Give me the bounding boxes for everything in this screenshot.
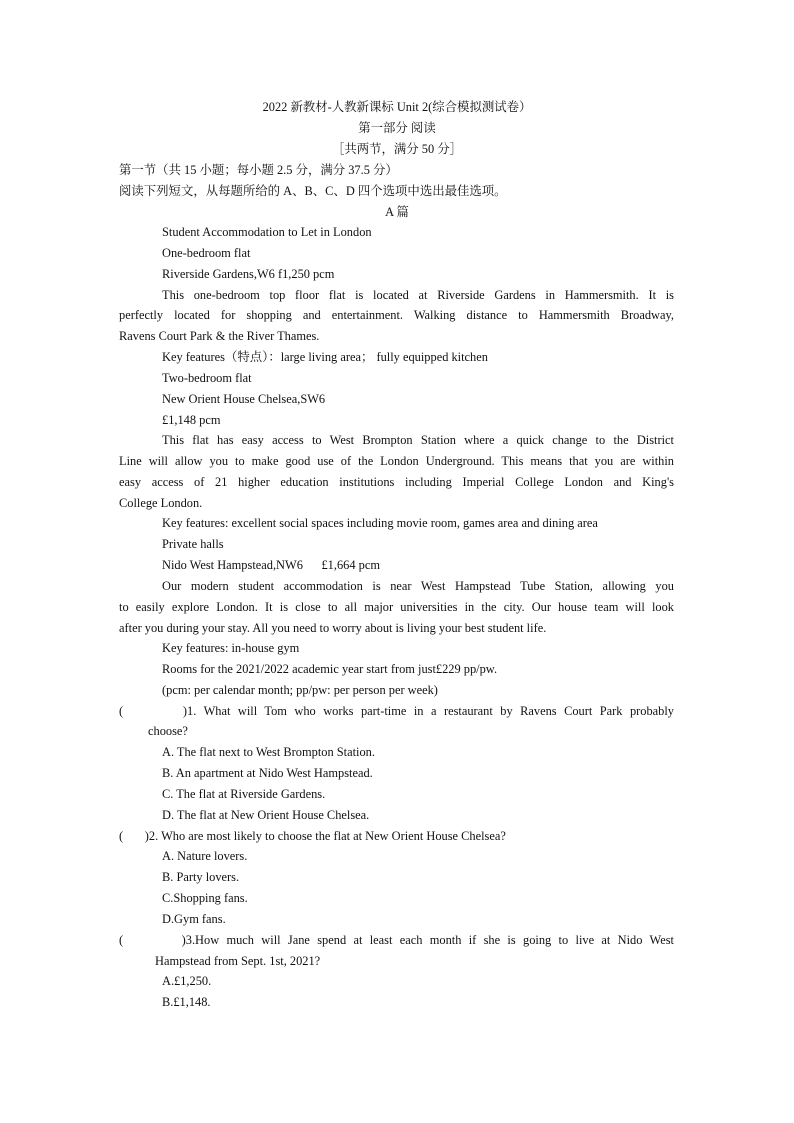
- flat3-desc-line: after you during your stay. All you need to worry about is living your best student life.: [119, 621, 547, 635]
- question-2-option-a: A. Nature lovers.: [162, 849, 248, 863]
- question-2-option-d: D.Gym fans.: [162, 912, 226, 926]
- passage-heading: Student Accommodation to Let in London: [162, 225, 372, 239]
- question-2-option-b: B. Party lovers.: [162, 870, 240, 884]
- flat1-desc-line: Ravens Court Park & the River Thames.: [119, 329, 320, 343]
- flat3-type: Private halls: [162, 537, 224, 551]
- flat2-type: Two-bedroom flat: [162, 371, 252, 385]
- question-3-stem: ( )3.How much will Jane spend at least each month if she is going to live at Nido West: [119, 933, 674, 947]
- question-1-stem: ( )1. What will Tom who works part-time in a restaurant by Ravens Court Park probably: [119, 704, 674, 718]
- passage-label: A 篇: [385, 205, 409, 219]
- flat3-features: Key features: in-house gym: [162, 641, 300, 655]
- flat1-location: Riverside Gardens,W6 f1,250 pcm: [162, 267, 335, 281]
- question-1-option-b: B. An apartment at Nido West Hampstead.: [162, 766, 373, 780]
- part-heading: 第一部分 阅读: [358, 121, 436, 135]
- rooms-note: Rooms for the 2021/2022 academic year start from just£229 pp/pw.: [162, 662, 498, 676]
- flat2-price: £1,148 pcm: [162, 413, 221, 427]
- flat2-desc-line: Line will allow you to make good use of the London Underground. This means that you are within: [119, 454, 674, 468]
- flat3-desc-line: to easily explore London. It is close to all major universities in the city. Our house team will look: [119, 600, 674, 614]
- score-note: ［共两节，满分 50 分］: [331, 142, 463, 156]
- question-1-option-c: C. The flat at Riverside Gardens.: [162, 787, 326, 801]
- flat2-desc-line: This flat has easy access to West Brompton Station where a quick change to the District: [162, 433, 674, 447]
- abbreviation-note: (pcm: per calendar month; pp/pw: per person per week): [162, 683, 438, 697]
- question-1-stem-cont: choose?: [148, 724, 188, 738]
- question-3-option-b: B.£1,148.: [162, 995, 211, 1009]
- question-3-stem-cont: Hampstead from Sept. 1st, 2021?: [155, 954, 321, 968]
- question-1-option-d: D. The flat at New Orient House Chelsea.: [162, 808, 370, 822]
- question-1-option-a: A. The flat next to West Brompton Station.: [162, 745, 375, 759]
- question-2-stem: ( )2. Who are most likely to choose the flat at New Orient House Chelsea?: [119, 829, 506, 843]
- instruction: 阅读下列短文，从每题所给的 A、B、C、D 四个选项中选出最佳选项。: [119, 184, 507, 198]
- flat1-type: One-bedroom flat: [162, 246, 251, 260]
- flat3-location: Nido West Hampstead,NW6 £1,664 pcm: [162, 558, 380, 572]
- document-title: 2022 新教材-人教新课标 Unit 2(综合模拟测试卷）: [262, 100, 532, 114]
- flat1-desc-line: perfectly located for shopping and entertainment. Walking distance to Hammersmith Broadway,: [119, 308, 674, 322]
- flat2-desc-line: College London.: [119, 496, 203, 510]
- flat1-desc-line: This one-bedroom top floor flat is located at Riverside Gardens in Hammersmith. It is: [162, 288, 674, 302]
- flat1-features: Key features（特点）：large living area； fully equipped kitchen: [162, 350, 488, 364]
- question-3-option-a: A.£1,250.: [162, 974, 212, 988]
- flat3-desc-line: Our modern student accommodation is near West Hampstead Tube Station, allowing you: [162, 579, 674, 593]
- flat2-features: Key features: excellent social spaces including movie room, games area and dining area: [162, 516, 598, 530]
- section-heading: 第一节（共 15 小题；每小题 2.5 分，满分 37.5 分）: [119, 163, 398, 177]
- question-2-option-c: C.Shopping fans.: [162, 891, 248, 905]
- flat2-desc-line: easy access of 21 higher education institutions including Imperial College London and King's: [119, 475, 674, 489]
- flat2-location: New Orient House Chelsea,SW6: [162, 392, 326, 406]
